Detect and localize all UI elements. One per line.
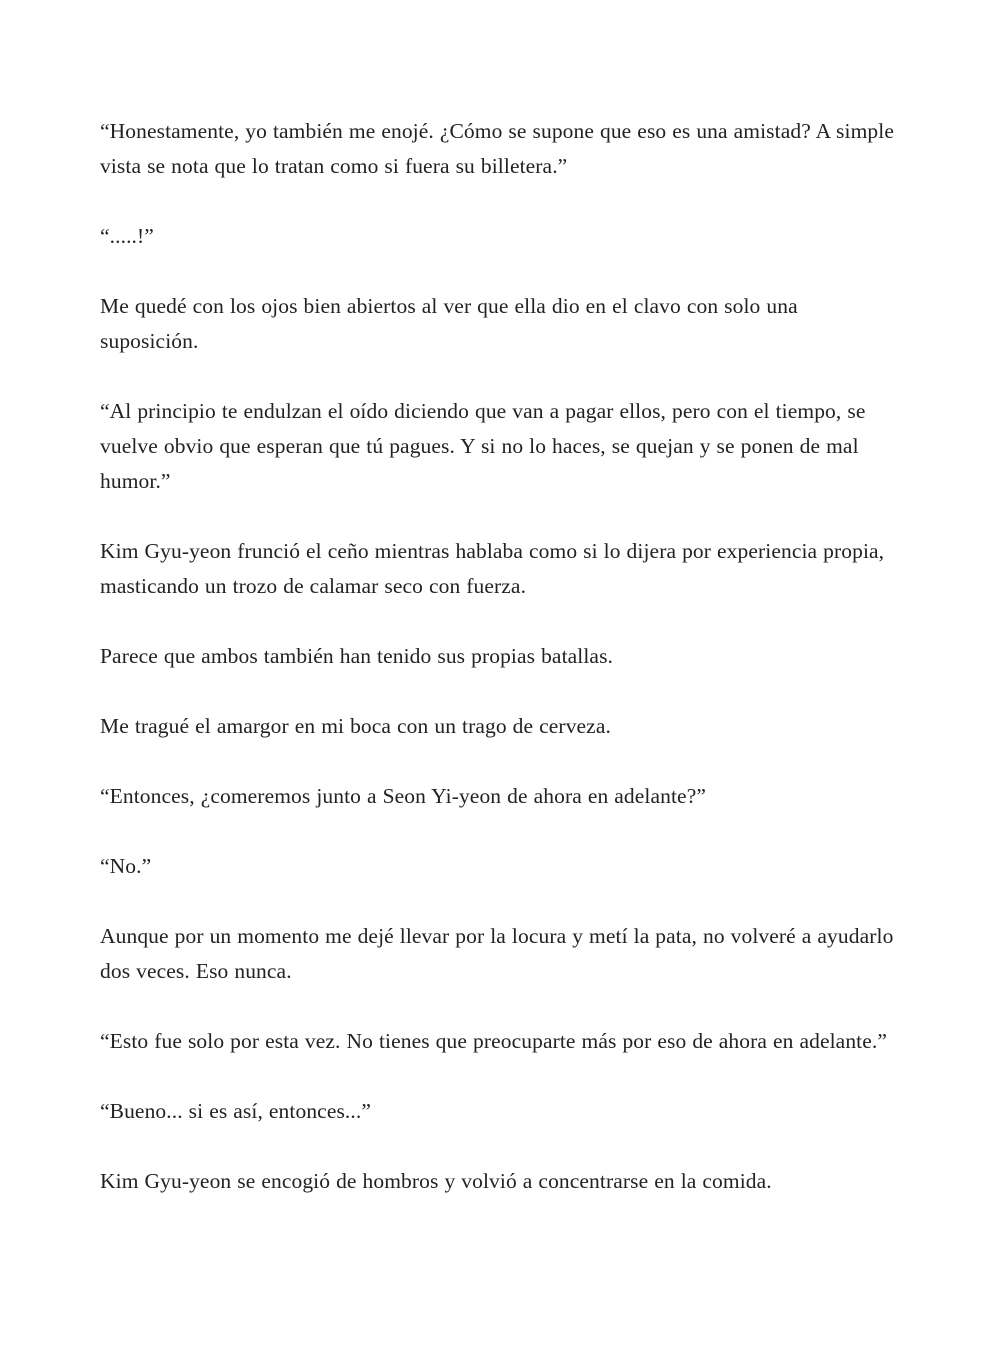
paragraph: “Honestamente, yo también me enojé. ¿Cómo se supone que eso es una amistad? A simple vista se nota que lo tratan como si fuera su billetera.” (100, 119, 894, 178)
paragraph: “Entonces, ¿comeremos junto a Seon Yi-yeon de ahora en adelante?” (100, 784, 706, 808)
paragraph: “No.” (100, 854, 152, 878)
paragraph: “Esto fue solo por esta vez. No tienes que preocuparte más por eso de ahora en adelante.” (100, 1029, 888, 1053)
paragraph: “Bueno... si es así, entonces...” (100, 1099, 371, 1123)
paragraph: “Al principio te endulzan el oído diciendo que van a pagar ellos, pero con el tiempo, se vuelve obvio que esperan que tú pagues. Y si no lo haces, se quejan y se ponen de mal humor.” (100, 399, 866, 493)
paragraph: Kim Gyu-yeon se encogió de hombros y volvió a concentrarse en la comida. (100, 1169, 772, 1193)
paragraph: “.....!” (100, 224, 154, 248)
paragraph: Me quedé con los ojos bien abiertos al ver que ella dio en el clavo con solo una suposición. (100, 294, 798, 353)
paragraph: Aunque por un momento me dejé llevar por la locura y metí la pata, no volveré a ayudarlo dos veces. Eso nunca. (100, 924, 894, 983)
paragraph: Me tragué el amargor en mi boca con un trago de cerveza. (100, 714, 611, 738)
paragraph: Kim Gyu-yeon frunció el ceño mientras hablaba como si lo dijera por experiencia propia, masticando un trozo de calamar seco con fuerza. (100, 539, 885, 598)
paragraph: Parece que ambos también han tenido sus propias batallas. (100, 644, 614, 668)
